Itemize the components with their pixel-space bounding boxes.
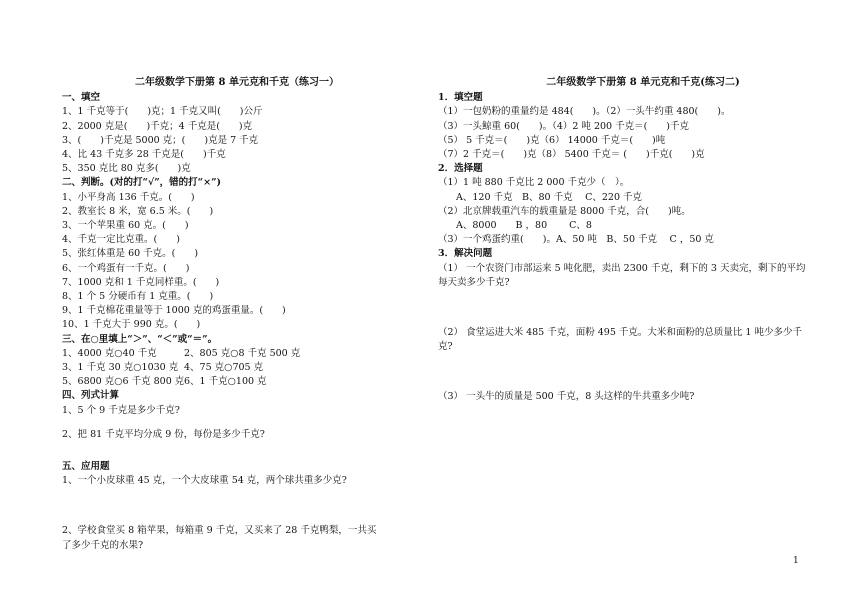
choice-options: A、8000 B ，80 C、8 (456, 220, 592, 232)
compare-item: 4、75 克○705 克 (184, 362, 264, 374)
list-item: 2、教室长 8 米，宽 6.5 米。( ) (62, 205, 214, 217)
list-item: 1、5 个 9 千克是多少千克? (62, 404, 180, 416)
list-item: （1）1 吨 880 千克比 2 000 千克少（ ）。 (438, 177, 630, 189)
list-item: 1、小平身高 136 千克。( ) (62, 191, 195, 203)
page-number: 1 (793, 556, 799, 566)
list-item: 9、1 千克棉花重量等于 1000 克的鸡蛋重量。( ) (62, 305, 286, 317)
problem-solving-heading: 3．解决问题 (438, 248, 493, 260)
choice-options: A、120 千克 B、80 千克 C、220 千克 (456, 191, 643, 203)
compare-item: 5、6800 克○6 千克 800 克 (62, 376, 185, 388)
list-item: 1、1 千克等于( )克；1 千克又叫( )公斤 (62, 106, 263, 118)
list-item: 2、把 81 千克平均分成 9 份，每份是多少千克? (62, 428, 265, 440)
list-item: 5、张红体重是 60 千克。( ) (62, 248, 199, 260)
compare-row (62, 361, 392, 375)
choice-heading: 2．选择题 (438, 163, 483, 175)
practice-one-column (62, 76, 392, 553)
list-item: 1、一个小皮球重 45 克，一个大皮球重 54 克，两个球共重多少克? (62, 475, 347, 487)
fill-blank-heading: 一、填空 (62, 92, 101, 104)
list-item: 4、千克一定比克重。( ) (62, 234, 180, 246)
true-false-heading: 二、判断。(对的打“√”，错的打“×”) (62, 177, 222, 189)
compare-item: 3、1 千克 30 克○1030 克 (62, 362, 179, 374)
fill-blank-heading: 1．填空题 (438, 92, 483, 104)
list-item: （1） 一个农资门市部运来 5 吨化肥，卖出 2300 千克，剩下的 3 天卖完，剩下的平均每天卖多少千克? (438, 262, 806, 288)
list-item: （2） 食堂运进大米 485 千克，面粉 495 千克。大米和面粉的总质量比 1 吨少多少千克? (438, 327, 802, 353)
list-item: （3） 一头牛的质量是 500 千克，8 头这样的牛共重多少吨? (438, 391, 695, 403)
list-item: （2）北京牌载重汽车的载重量是 8000 千克，合( )吨。 (438, 205, 691, 217)
calculation-heading: 四、列式计算 (62, 390, 120, 402)
compare-row (62, 375, 392, 389)
practice-one-title: 二年级数学下册第 8 单元克和千克（练习一） (135, 77, 339, 88)
word-problem-heading: 五、应用题 (62, 461, 110, 473)
compare-item: 2、805 克○8 千克 500 克 (184, 347, 301, 359)
compare-row (62, 347, 392, 361)
list-item: 10、1 千克大于 990 克。( ) (62, 319, 201, 331)
list-item: （5） 5 千克＝( )克（6） 14000 千克＝( )吨 (438, 134, 666, 146)
list-item: （1）一包奶粉的重量约是 484( )。（2）一头牛约重 480( )。 (438, 106, 731, 118)
practice-two-column (438, 76, 808, 405)
list-item: 7、1000 克和 1 千克同样重。( ) (62, 276, 220, 288)
list-item: 6、一个鸡蛋有一千克。( ) (62, 262, 190, 274)
compare-item: 6、1 千克○100 克 (184, 376, 267, 388)
list-item: 5、350 克比 80 克多( )克 (62, 163, 191, 175)
list-item: （7）2 千克＝( )克（8） 5400 千克＝ ( )千克( )克 (438, 149, 705, 161)
list-item: 3、一个苹果重 60 克。( ) (62, 220, 189, 232)
list-item: 3、( )千克是 5000 克；( )克是 7 千克 (62, 134, 259, 146)
list-item: （3）一个鸡蛋约重( )。A、50 吨 B、50 千克 C ，50 克 (438, 234, 714, 246)
compare-item: 1、4000 克○40 千克 (62, 347, 157, 359)
list-item: 8、1 个 5 分硬币有 1 克重。( ) (62, 291, 214, 303)
compare-heading: 三、在○里填上“＞”、“＜”或“＝”。 (62, 333, 218, 345)
list-item: 4、比 43 千克多 28 千克是( )千克 (62, 149, 226, 161)
list-item: 2、学校食堂买 8 箱苹果，每箱重 9 千克，又买来了 28 千克鸭梨，一共买了多少千克的水果? (62, 525, 377, 551)
list-item: 2、2000 克是( )千克；4 千克是( )克 (62, 120, 253, 132)
list-item: （3）一头鲸重 60( )。（4）2 吨 200 千克＝( )千克 (438, 120, 690, 132)
practice-two-title: 二年级数学下册第 8 单元克和千克(练习二) (546, 77, 740, 88)
